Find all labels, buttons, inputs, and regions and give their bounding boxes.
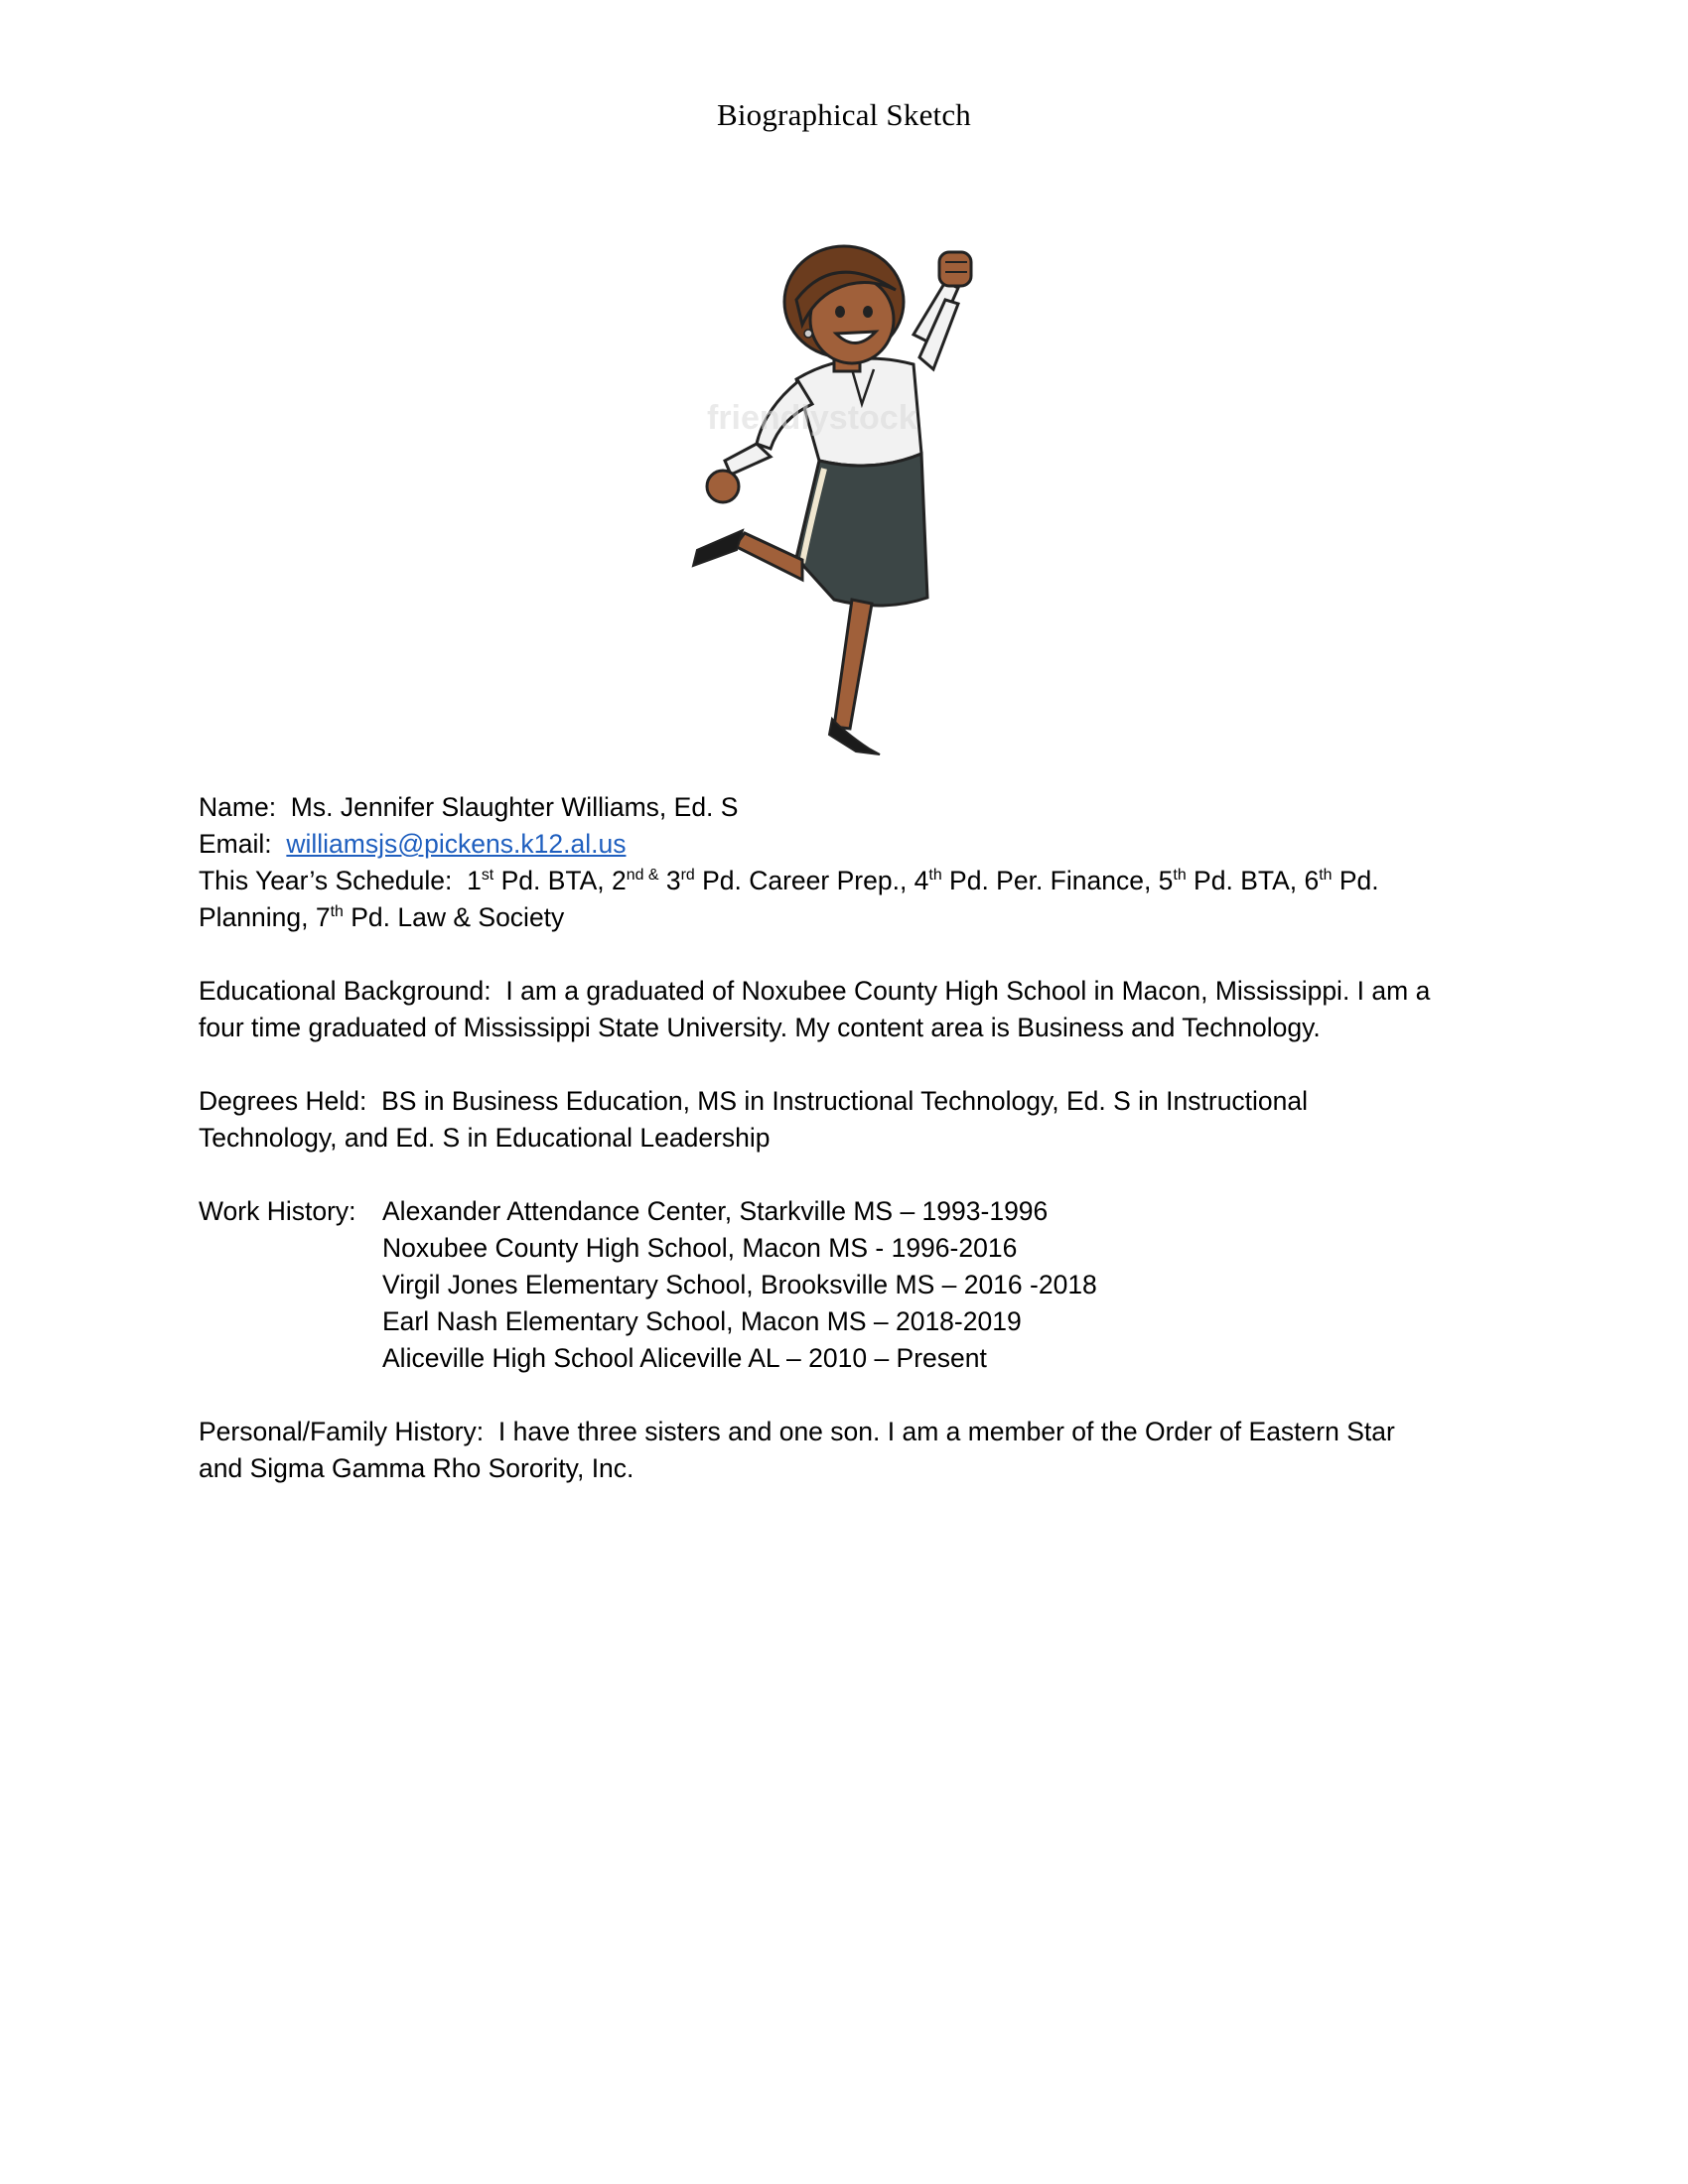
education-section xyxy=(199,973,1509,1010)
personal-label: Personal/Family History: xyxy=(199,1417,485,1446)
work-history-row xyxy=(199,1303,1509,1340)
email-link[interactable]: williamsjs@pickens.k12.al.us xyxy=(286,829,627,859)
name-label: Name: xyxy=(199,792,277,822)
page-title: Biographical Sketch xyxy=(716,97,972,132)
work-history-entry: Virgil Jones Elementary School, Brooksville MS – 2016 -2018 xyxy=(382,1270,1097,1299)
degrees-label: Degrees Held: xyxy=(199,1086,367,1116)
bio-content xyxy=(199,789,1509,1487)
personal-text-1: I have three sisters and one son. I am a member of the Order of Eastern Star xyxy=(497,1417,1395,1446)
cheering-teacher-illustration-icon xyxy=(685,230,1013,756)
work-history-row xyxy=(199,1340,1509,1377)
work-history-row xyxy=(199,1267,1509,1303)
schedule-label: This Year’s Schedule: xyxy=(199,866,453,895)
education-text-1: I am a graduated of Noxubee County High School in Macon, Mississippi. I am a xyxy=(505,976,1431,1006)
schedule-line xyxy=(199,863,1509,899)
name-value: Ms. Jennifer Slaughter Williams, Ed. S xyxy=(290,792,739,822)
education-label: Educational Background: xyxy=(199,976,492,1006)
email-label: Email: xyxy=(199,829,272,859)
work-history-row xyxy=(199,1193,1509,1230)
personal-text-2: and Sigma Gamma Rho Sorority, Inc. xyxy=(199,1453,634,1483)
work-history-entry: Noxubee County High School, Macon MS - 1996-2016 xyxy=(382,1233,1018,1263)
work-history-entry: Alexander Attendance Center, Starkville MS – 1993-1996 xyxy=(382,1196,1049,1226)
name-line xyxy=(199,789,1509,826)
work-history-entry: Earl Nash Elementary School, Macon MS – 2018-2019 xyxy=(382,1306,1022,1336)
work-history-label: Work History: xyxy=(199,1196,356,1226)
personal-section xyxy=(199,1414,1509,1450)
education-text-2: four time graduated of Mississippi State University. My content area is Business and Technology. xyxy=(199,1013,1321,1042)
degrees-section xyxy=(199,1083,1509,1120)
work-history-row xyxy=(199,1230,1509,1267)
schedule-line-2: Planning, 7th Pd. Law & Society xyxy=(199,902,565,932)
watermark: friendlystock xyxy=(707,399,917,437)
schedule-text: 1st Pd. BTA, $2^{nd \&}$ 3rd Pd. Career Prep., 4th Pd. Per. Finance, 5th Pd. BTA, 6th Pd. xyxy=(467,866,1379,895)
degrees-text-2: Technology, and Ed. S in Educational Leadership xyxy=(199,1123,771,1153)
degrees-text-1: BS in Business Education, MS in Instructional Technology, Ed. S in Instructional xyxy=(381,1086,1309,1116)
work-history-entry: Aliceville High School Aliceville AL – 2010 – Present xyxy=(382,1343,987,1373)
email-line xyxy=(199,826,1509,863)
